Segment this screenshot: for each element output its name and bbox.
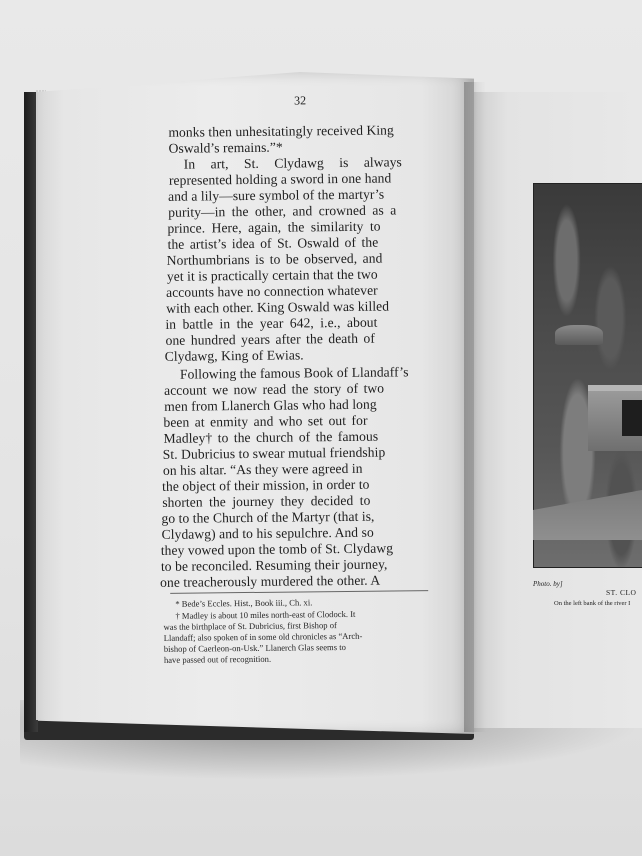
plate-credit: Photo. by]: [533, 580, 563, 588]
footnote: † Madley is about 10 miles north-east of Clodock. It: [175, 608, 356, 621]
text-line: go to the Church of the Martyr (that is,: [161, 508, 375, 526]
text-line: the artist’s idea of St. Oswald of the: [167, 234, 379, 252]
plate-title: ST. CLO: [606, 588, 637, 597]
plate-well-opening: [622, 400, 642, 436]
footnote: was the birthplace of St. Dubricius, first Bishop of: [163, 620, 337, 632]
text-line: Madley† to the church of the famous: [163, 428, 379, 446]
page-number: 32: [293, 93, 307, 108]
text-line: with each other. King Oswald was killed: [166, 298, 390, 316]
text-line: Clydawg) and to his sepulchre. And so: [161, 524, 374, 542]
text-line: and a lily—sure symbol of the martyr’s: [167, 186, 385, 204]
text-line: purity—in the other, and crowned as a: [168, 202, 397, 220]
footnote: bishop of Caerleon-on-Usk.” Llanerch Glas seems to: [163, 641, 346, 654]
text-line: to be reconciled. Resuming their journey,: [160, 556, 388, 574]
text-line: on his altar. “As they were agreed in: [162, 460, 363, 478]
text-line: St. Dubricius to swear mutual friendship: [162, 444, 386, 462]
text-line: In art, St. Clydawg is always: [183, 154, 402, 172]
text-line: represented holding a sword in one hand: [168, 170, 392, 188]
text-line: shorten the journey they decided to: [162, 492, 371, 510]
text-line: account we now read the story of two: [164, 380, 385, 398]
book-gutter: [464, 82, 486, 732]
plate-caption: On the left bank of the river I: [554, 600, 631, 607]
text-line: one hundred years after the death of: [165, 330, 375, 348]
text-line: men from Llanerch Glas who had long: [164, 396, 377, 414]
footnote: Llandaff; also spoken of in some old chronicles as “Arch-: [163, 630, 363, 643]
text-line: the object of their mission, in order to: [162, 476, 370, 494]
text-line: prince. Here, again, the similarity to: [167, 218, 381, 236]
text-line: monks then unhesitatingly received King: [168, 122, 394, 140]
footnote: have passed out of recognition.: [163, 653, 272, 665]
text-line: Northumbrians is to be observed, and: [166, 250, 383, 268]
text-line: they vowed upon the tomb of St. Clydawg: [160, 540, 394, 558]
footnote: * Bede’s Eccles. Hist., Book iii., Ch. xi.: [175, 597, 313, 609]
text-line: Clydawg, King of Ewias.: [164, 347, 304, 364]
text-line: Following the famous Book of Llandaff’s: [179, 364, 409, 382]
text-line: been at enmity and who set out for: [163, 412, 368, 430]
plate-well-roof: [555, 325, 603, 345]
text-line: yet it is practically certain that the two: [166, 266, 378, 284]
text-line: accounts have no connection whatever: [165, 282, 378, 300]
text-line: Oswald’s remains.”*: [168, 139, 283, 156]
text-line: in battle in the year 642, i.e., about: [165, 314, 378, 332]
text-line: one treacherously murdered the other. A: [160, 572, 381, 590]
